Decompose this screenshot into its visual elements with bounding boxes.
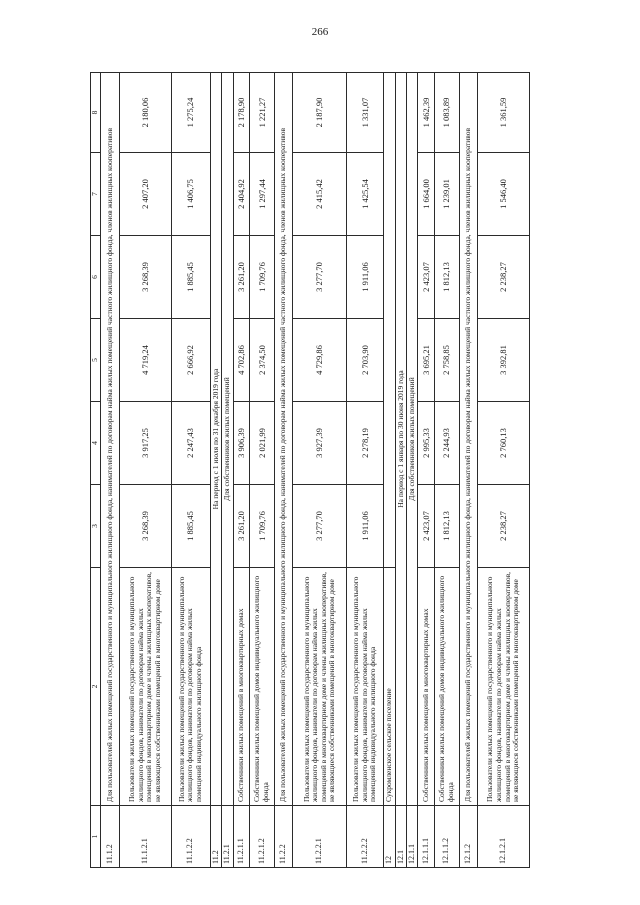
row-code: 12.1 (395, 806, 406, 868)
row-code: 11.2.1.2 (250, 806, 275, 868)
value-cell: 3 268,39 (119, 485, 171, 568)
value-cell: 1 083,89 (434, 73, 459, 153)
empty-cell (384, 73, 395, 568)
section-row (274, 73, 293, 868)
value-cell: 1 885,45 (171, 236, 210, 319)
value-cell: 2 178,90 (233, 73, 250, 153)
section-title: Для пользователей жилых помещений государственного и муниципального жилищного фонда, нанимателей по договорам найма жилых помещений частного жилищного фонда, членов жилищных кооперативов (101, 73, 120, 806)
row-code: 12.1.1.2 (434, 806, 459, 868)
section-row (395, 73, 406, 868)
value-cell: 1 331,07 (347, 73, 384, 153)
section-title: На период с 1 января по 30 июня 2019 года (395, 73, 406, 806)
row-label: Собственники жилых помещений в многоквартирных домах (418, 568, 435, 806)
row-code: 12.1.1.1 (418, 806, 435, 868)
value-cell: 3 695,21 (418, 319, 435, 402)
row-code: 11.1.2.1 (119, 806, 171, 868)
value-cell: 1 885,45 (171, 485, 210, 568)
rotated-table-wrapper (90, 73, 530, 868)
header-cell: 5 (91, 319, 101, 402)
row-label: Пользователи жилых помещений государственного и муниципального жилищного фондов, наниматели по договорам найма жилых помещений индивидуального жилищного фонда (171, 568, 210, 806)
header-cell: 8 (91, 73, 101, 153)
row-label: Собственники жилых помещений домов индивидуального жилищного фонда (250, 568, 275, 806)
row-code: 11.1.2 (101, 806, 120, 868)
section-row (210, 73, 221, 868)
section-row (384, 73, 395, 868)
section-title: Для пользователей жилых помещений государственного и муниципального жилищного фонда, нанимателей по договорам найма жилых помещений частного жилищного фонда, членов жилищных кооперативов (459, 73, 478, 806)
value-cell: 3 906,39 (233, 402, 250, 485)
section-row (222, 73, 233, 868)
value-cell: 1 812,13 (434, 236, 459, 319)
header-cell: 4 (91, 402, 101, 485)
section-row (459, 73, 478, 868)
value-cell: 3 261,20 (233, 485, 250, 568)
value-cell: 2 703,90 (347, 319, 384, 402)
value-cell: 1 546,40 (478, 153, 530, 236)
value-cell: 2 423,07 (418, 236, 435, 319)
row-code: 11.2 (210, 806, 221, 868)
table-body (91, 73, 530, 868)
value-cell: 3 277,70 (293, 236, 347, 319)
section-title: Для собственников жилых помещений (222, 73, 233, 806)
value-cell: 4 702,86 (233, 319, 250, 402)
section-row (406, 73, 417, 868)
section-title: Сукромленское сельское поселение (384, 568, 395, 806)
value-cell: 4 729,86 (293, 319, 347, 402)
value-cell: 3 917,25 (119, 402, 171, 485)
row-code: 12.1.2.1 (478, 806, 530, 868)
value-cell: 2 374,50 (250, 319, 275, 402)
value-cell: 1 664,00 (418, 153, 435, 236)
value-cell: 2 238,27 (478, 485, 530, 568)
row-code: 12.1.1 (406, 806, 417, 868)
row-code: 11.2.1 (222, 806, 233, 868)
value-cell: 2 995,33 (418, 402, 435, 485)
value-cell: 2 021,99 (250, 402, 275, 485)
value-cell: 2 278,19 (347, 402, 384, 485)
section-title: Для пользователей жилых помещений государственного и муниципального жилищного фонда, нанимателей по договорам найма жилых помещений частного жилищного фонда, членов жилищных кооперативов (274, 73, 293, 806)
value-cell: 2 666,92 (171, 319, 210, 402)
value-cell: 2 244,93 (434, 402, 459, 485)
row-code: 11.2.1.1 (233, 806, 250, 868)
value-cell: 2 238,27 (478, 236, 530, 319)
value-cell: 2 247,43 (171, 402, 210, 485)
section-title: Для собственников жилых помещений (406, 73, 417, 806)
value-cell: 3 268,39 (119, 236, 171, 319)
row-label: Собственники жилых помещений в многоквартирных домах (233, 568, 250, 806)
value-cell: 2 760,13 (478, 402, 530, 485)
row-label: Пользователи жилых помещений государственного и муниципального жилищного фондов, наниматели по договорам найма жилых помещений в многоквартирном доме и члены жилищных кооперативов, не являющиеся собственниками помещений в многоквартирном доме (293, 568, 347, 806)
value-cell: 3 392,81 (478, 319, 530, 402)
value-cell: 1 812,13 (434, 485, 459, 568)
value-cell: 1 361,59 (478, 73, 530, 153)
header-cell: 2 (91, 568, 101, 806)
row-label: Пользователи жилых помещений государственного и муниципального жилищного фондов, наниматели по договорам найма жилых помещений индивидуального жилищного фонда (347, 568, 384, 806)
value-cell: 2 758,85 (434, 319, 459, 402)
table-row (233, 73, 250, 868)
value-cell: 2 187,90 (293, 73, 347, 153)
row-label: Пользователи жилых помещений государственного и муниципального жилищного фондов, наниматели по договорам найма жилых помещений в многоквартирном доме и члены жилищных кооперативов, не являющиеся собственниками помещений в многоквартирном доме (119, 568, 171, 806)
value-cell: 2 404,92 (233, 153, 250, 236)
value-cell: 1 709,76 (250, 485, 275, 568)
table-row (293, 73, 347, 868)
value-cell: 1 425,54 (347, 153, 384, 236)
page-number: 266 (311, 26, 329, 38)
value-cell: 2 180,06 (119, 73, 171, 153)
row-label: Пользователи жилых помещений государственного и муниципального жилищного фондов, наниматели по договорам найма жилых помещений в многоквартирном доме и члены жилищных кооперативов, не являющиеся собственниками помещений в многоквартирном доме (478, 568, 530, 806)
header-cell: 6 (91, 236, 101, 319)
tariff-table (90, 72, 530, 868)
value-cell: 2 423,07 (418, 485, 435, 568)
value-cell: 1 462,39 (418, 73, 435, 153)
section-row (101, 73, 120, 868)
header-cell: 1 (91, 806, 101, 868)
value-cell: 3 927,39 (293, 402, 347, 485)
value-cell: 1 911,06 (347, 236, 384, 319)
row-code: 11.2.2.1 (293, 806, 347, 868)
table-row (418, 73, 435, 868)
value-cell: 3 277,70 (293, 485, 347, 568)
row-code: 11.2.2 (274, 806, 293, 868)
value-cell: 1 406,75 (171, 153, 210, 236)
table-row (171, 73, 210, 868)
value-cell: 1 297,44 (250, 153, 275, 236)
table-row (347, 73, 384, 868)
value-cell: 4 719,24 (119, 319, 171, 402)
row-label: Собственники жилых помещений домов индивидуального жилищного фонда (434, 568, 459, 806)
row-code: 12 (384, 806, 395, 868)
value-cell: 2 415,42 (293, 153, 347, 236)
table-row (250, 73, 275, 868)
row-code: 12.1.2 (459, 806, 478, 868)
value-cell: 2 407,20 (119, 153, 171, 236)
header-cell: 3 (91, 485, 101, 568)
row-code: 11.2.2.2 (347, 806, 384, 868)
header-row (91, 73, 101, 868)
value-cell: 1 911,06 (347, 485, 384, 568)
value-cell: 1 221,27 (250, 73, 275, 153)
section-title: На период с 1 июля по 31 декабря 2019 года (210, 73, 221, 806)
value-cell: 3 261,20 (233, 236, 250, 319)
row-code: 11.1.2.2 (171, 806, 210, 868)
table-row (434, 73, 459, 868)
value-cell: 1 275,24 (171, 73, 210, 153)
value-cell: 1 709,76 (250, 236, 275, 319)
value-cell: 1 239,01 (434, 153, 459, 236)
header-cell: 7 (91, 153, 101, 236)
table-row (119, 73, 171, 868)
table-row (478, 73, 530, 868)
